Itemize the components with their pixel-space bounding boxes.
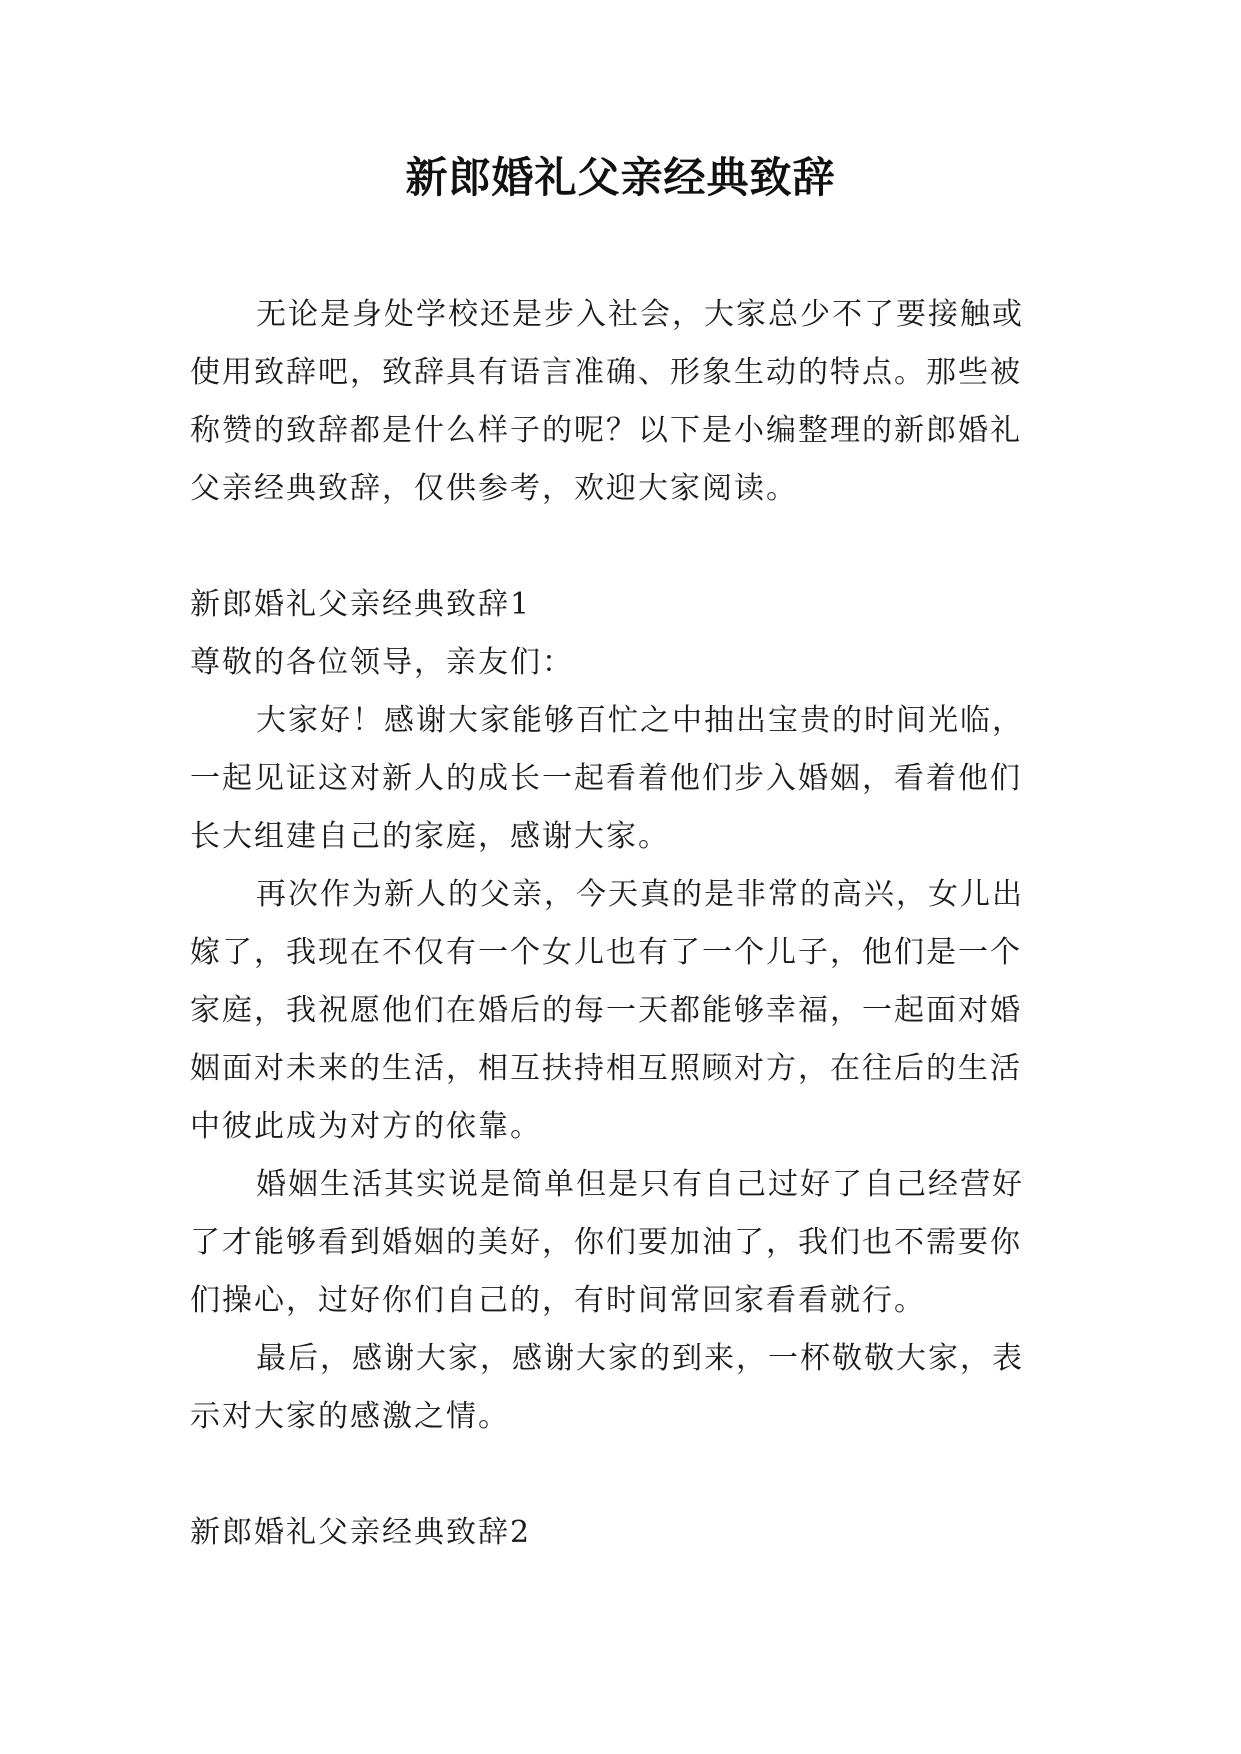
- document-body: [190, 286, 1050, 1562]
- page-title: 新郎婚礼父亲经典致辞: [405, 153, 836, 202]
- body-paragraph: 最后，感谢大家，感谢大家的到来，一杯敬敬大家，表示对大家的感激之情。: [190, 1341, 1024, 1434]
- spacer: [190, 518, 1050, 576]
- salutation: 尊敬的各位领导，亲友们：: [190, 645, 574, 680]
- body-paragraph: 婚姻生活其实说是简单但是只有自己过好了自己经营好了才能够看到婚姻的美好，你们要加油了，我们也不需要你们操心，过好你们自己的，有时间常回家看看就行。: [190, 1167, 1024, 1318]
- body-paragraph: 再次作为新人的父亲，今天真的是非常的高兴，女儿出嫁了，我现在不仅有一个女儿也有了一个儿子，他们是一个家庭，我祝愿他们在婚后的每一天都能够幸福，一起面对婚姻面对未来的生活，相互扶持相互照顾对方，在往后的生活中彼此成为对方的依靠。: [190, 877, 1024, 1144]
- intro-paragraph: 无论是身处学校还是步入社会，大家总少不了要接触或使用致辞吧，致辞具有语言准确、形象生动的特点。那些被称赞的致辞都是什么样子的呢？以下是小编整理的新郎婚礼父亲经典致辞，仅供参考，欢迎大家阅读。: [190, 297, 1024, 506]
- spacer: [190, 1446, 1050, 1504]
- body-paragraph: 大家好！感谢大家能够百忙之中抽出宝贵的时间光临，一起见证这对新人的成长一起看着他们步入婚姻，看着他们长大组建自己的家庭，感谢大家。: [190, 703, 1024, 854]
- section-heading-1: 新郎婚礼父亲经典致辞1: [190, 587, 532, 622]
- section-heading-2: 新郎婚礼父亲经典致辞2: [190, 1515, 532, 1550]
